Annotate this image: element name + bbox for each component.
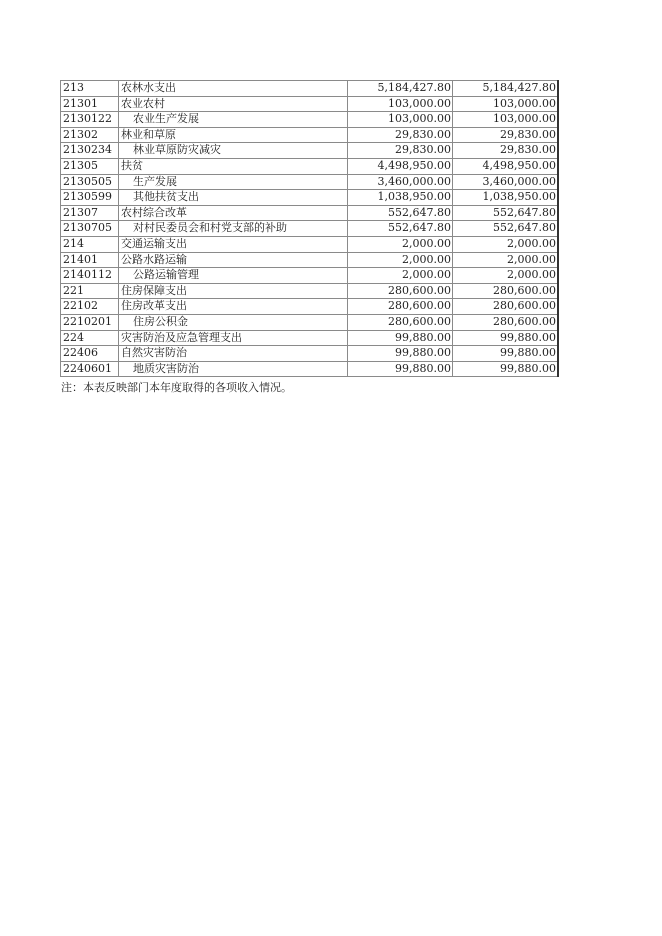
subject-name-text: 农业农村 xyxy=(121,96,165,110)
amount-total-cell[interactable]: 552,647.80 xyxy=(348,205,453,221)
amount-detail-cell[interactable]: 4,498,950.00 xyxy=(453,158,559,174)
amount-total-cell[interactable]: 29,830.00 xyxy=(348,127,453,143)
amount-total-cell[interactable]: 552,647.80 xyxy=(348,221,453,237)
subject-name-text: 其他扶贫支出 xyxy=(133,190,199,204)
amount-total-cell[interactable]: 280,600.00 xyxy=(348,283,453,299)
subject-name-cell[interactable] xyxy=(119,127,348,143)
subject-code-cell[interactable]: 2130705 xyxy=(61,221,119,237)
amount-total-cell[interactable]: 99,880.00 xyxy=(348,361,453,377)
subject-name-text: 公路运输管理 xyxy=(133,268,199,282)
subject-code-cell[interactable]: 2210201 xyxy=(61,314,119,330)
amount-total-cell[interactable]: 1,038,950.00 xyxy=(348,190,453,206)
table-row xyxy=(61,158,559,174)
subject-code-cell[interactable]: 224 xyxy=(61,330,119,346)
table-row xyxy=(61,346,559,362)
budget-table-body xyxy=(61,81,559,377)
table-row xyxy=(61,127,559,143)
subject-name-cell[interactable] xyxy=(119,81,348,97)
amount-total-cell[interactable]: 2,000.00 xyxy=(348,236,453,252)
subject-code-cell[interactable]: 214 xyxy=(61,236,119,252)
amount-detail-cell[interactable]: 1,038,950.00 xyxy=(453,190,559,206)
amount-detail-cell[interactable]: 2,000.00 xyxy=(453,268,559,284)
amount-detail-cell[interactable]: 280,600.00 xyxy=(453,314,559,330)
table-row xyxy=(61,96,559,112)
amount-total-cell[interactable]: 99,880.00 xyxy=(348,330,453,346)
amount-total-cell[interactable]: 103,000.00 xyxy=(348,96,453,112)
table-row xyxy=(61,236,559,252)
subject-name-cell[interactable] xyxy=(119,143,348,159)
amount-detail-cell[interactable]: 280,600.00 xyxy=(453,283,559,299)
subject-name-cell[interactable] xyxy=(119,96,348,112)
amount-detail-cell[interactable]: 29,830.00 xyxy=(453,127,559,143)
subject-name-cell[interactable] xyxy=(119,299,348,315)
table-row xyxy=(61,283,559,299)
amount-detail-cell[interactable]: 103,000.00 xyxy=(453,112,559,128)
table-row xyxy=(61,361,559,377)
table-row xyxy=(61,143,559,159)
subject-name-cell[interactable] xyxy=(119,236,348,252)
amount-detail-cell[interactable]: 5,184,427.80 xyxy=(453,81,559,97)
subject-code-cell[interactable]: 2130599 xyxy=(61,190,119,206)
subject-name-cell[interactable] xyxy=(119,252,348,268)
amount-detail-cell[interactable]: 3,460,000.00 xyxy=(453,174,559,190)
subject-name-text: 灾害防治及应急管理支出 xyxy=(121,330,242,344)
subject-name-text: 住房保障支出 xyxy=(121,283,187,297)
subject-name-text: 公路水路运输 xyxy=(121,252,187,266)
subject-name-text: 农业生产发展 xyxy=(133,112,199,126)
amount-total-cell[interactable]: 5,184,427.80 xyxy=(348,81,453,97)
subject-code-cell[interactable]: 221 xyxy=(61,283,119,299)
amount-total-cell[interactable]: 2,000.00 xyxy=(348,252,453,268)
subject-code-cell[interactable]: 2140112 xyxy=(61,268,119,284)
subject-name-text: 对村民委员会和村党支部的补助 xyxy=(133,221,287,235)
amount-detail-cell[interactable]: 99,880.00 xyxy=(453,361,559,377)
subject-name-text: 住房公积金 xyxy=(133,314,188,328)
subject-name-text: 地质灾害防治 xyxy=(133,361,199,375)
table-row xyxy=(61,205,559,221)
subject-name-cell[interactable] xyxy=(119,330,348,346)
subject-name-text: 交通运输支出 xyxy=(121,236,187,250)
subject-name-cell[interactable] xyxy=(119,283,348,299)
subject-name-text: 农林水支出 xyxy=(121,81,176,94)
subject-code-cell[interactable]: 21401 xyxy=(61,252,119,268)
subject-code-cell[interactable]: 21307 xyxy=(61,205,119,221)
amount-total-cell[interactable]: 280,600.00 xyxy=(348,299,453,315)
subject-code-cell[interactable]: 21305 xyxy=(61,158,119,174)
subject-code-cell[interactable]: 2130234 xyxy=(61,143,119,159)
amount-detail-cell[interactable]: 552,647.80 xyxy=(453,221,559,237)
amount-total-cell[interactable]: 99,880.00 xyxy=(348,346,453,362)
amount-total-cell[interactable]: 29,830.00 xyxy=(348,143,453,159)
amount-total-cell[interactable]: 4,498,950.00 xyxy=(348,158,453,174)
subject-name-text: 自然灾害防治 xyxy=(121,346,187,360)
subject-name-text: 住房改革支出 xyxy=(121,299,187,313)
table-row xyxy=(61,81,559,97)
amount-detail-cell[interactable]: 29,830.00 xyxy=(453,143,559,159)
subject-code-cell[interactable]: 2240601 xyxy=(61,361,119,377)
subject-name-cell[interactable] xyxy=(119,205,348,221)
subject-name-cell[interactable] xyxy=(119,361,348,377)
amount-detail-cell[interactable]: 99,880.00 xyxy=(453,346,559,362)
subject-code-cell[interactable]: 2130505 xyxy=(61,174,119,190)
table-row xyxy=(61,330,559,346)
subject-name-cell[interactable] xyxy=(119,268,348,284)
amount-total-cell[interactable]: 280,600.00 xyxy=(348,314,453,330)
subject-code-cell[interactable]: 213 xyxy=(61,81,119,97)
subject-name-cell[interactable] xyxy=(119,314,348,330)
table-row xyxy=(61,112,559,128)
subject-name-text: 扶贫 xyxy=(121,158,143,172)
subject-name-cell[interactable] xyxy=(119,221,348,237)
table-row xyxy=(61,174,559,190)
subject-code-cell[interactable]: 21301 xyxy=(61,96,119,112)
amount-detail-cell[interactable]: 280,600.00 xyxy=(453,299,559,315)
subject-name-cell[interactable] xyxy=(119,174,348,190)
subject-name-text: 生产发展 xyxy=(133,174,177,188)
subject-name-cell[interactable] xyxy=(119,190,348,206)
table-row xyxy=(61,268,559,284)
table-footnote: 注：本表反映部门本年度取得的各项收入情况。 xyxy=(61,381,292,395)
subject-code-cell[interactable]: 2130122 xyxy=(61,112,119,128)
amount-total-cell[interactable]: 103,000.00 xyxy=(348,112,453,128)
subject-code-cell[interactable]: 22406 xyxy=(61,346,119,362)
subject-code-cell[interactable]: 21302 xyxy=(61,127,119,143)
table-row xyxy=(61,221,559,237)
amount-detail-cell[interactable]: 99,880.00 xyxy=(453,330,559,346)
amount-detail-cell[interactable]: 2,000.00 xyxy=(453,236,559,252)
table-row xyxy=(61,299,559,315)
subject-code-cell[interactable]: 22102 xyxy=(61,299,119,315)
amount-detail-cell[interactable]: 552,647.80 xyxy=(453,205,559,221)
budget-table xyxy=(60,80,559,377)
subject-name-text: 林业和草原 xyxy=(121,127,176,141)
amount-total-cell[interactable]: 2,000.00 xyxy=(348,268,453,284)
amount-total-cell[interactable]: 3,460,000.00 xyxy=(348,174,453,190)
table-row xyxy=(61,190,559,206)
subject-name-cell[interactable] xyxy=(119,112,348,128)
subject-name-cell[interactable] xyxy=(119,158,348,174)
subject-name-text: 林业草原防灾减灾 xyxy=(133,143,221,157)
amount-detail-cell[interactable]: 103,000.00 xyxy=(453,96,559,112)
table-row xyxy=(61,252,559,268)
table-row xyxy=(61,314,559,330)
subject-name-text: 农村综合改革 xyxy=(121,205,187,219)
amount-detail-cell[interactable]: 2,000.00 xyxy=(453,252,559,268)
subject-name-cell[interactable] xyxy=(119,346,348,362)
spreadsheet-page xyxy=(60,80,559,395)
